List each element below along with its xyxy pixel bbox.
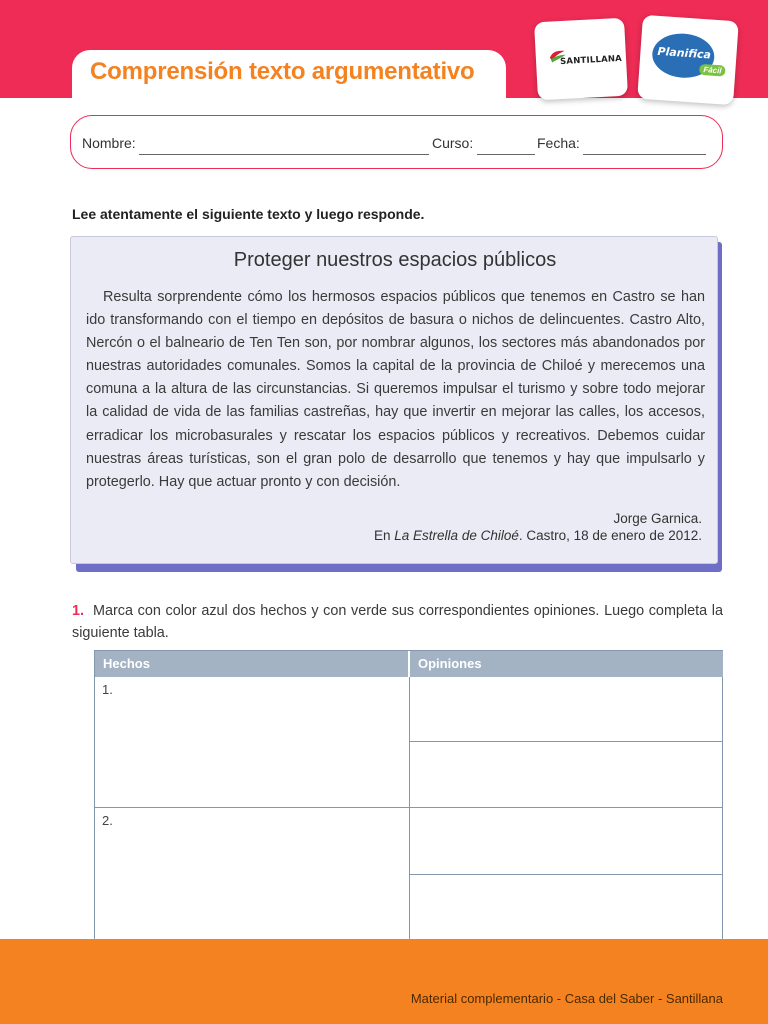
student-info-box (70, 115, 723, 169)
fact-1-number: 1. (102, 682, 113, 697)
course-label: Curso: (432, 135, 474, 151)
reading-passage: Resulta sorprendente cómo los hermosos espacios públicos que tenemos en Castro se han ido transformando con el tiempo en depósitos de basura o nichos de delincuentes. Castro Alto, Nercón o el balneario de Ten Ten son, por nombrar algunos, los sectores más abandonados por nuestras autoridades comunales. Somos la capital de la provincia de Chiloé y merecemos una comuna a la altura de las circunstancias. Si queremos impulsar el turismo y sobre todo mejorar la calidad de vida de las familias castreñas, hay que invertir en mejorar las calles, los accesos, erradicar los microbasurales y rescatar los espacios públicos y recreativos. Debemos cuidar nuestras áreas turísticas, son el gran polo de desarrollo que tenemos y hay que impulsarlo y protegerlo. Hay que actuar pronto y con decisión. (86, 289, 705, 490)
question-1 (72, 600, 723, 644)
opinion-1b-cell[interactable] (410, 742, 723, 808)
planifica-logo (637, 15, 739, 105)
reading-title: Proteger nuestros espacios públicos (233, 249, 557, 271)
fact-2-number: 2. (102, 813, 113, 828)
facts-column-header: Hechos (95, 651, 409, 677)
date-field[interactable] (583, 154, 706, 155)
planifica-logo-text: Planifica (657, 44, 712, 62)
publication-line (374, 527, 702, 544)
title-tab (72, 50, 506, 98)
question-number: 1. (72, 603, 85, 619)
reading-source (374, 510, 702, 544)
reading-box (70, 236, 718, 564)
facts-opinions-table (94, 650, 723, 941)
fact-2-cell[interactable] (95, 808, 410, 941)
footer-credit: Material complementario - Casa del Saber - Santillana (410, 991, 723, 1006)
source-prefix: En (374, 528, 395, 543)
santillana-logo (534, 18, 628, 101)
fact-1-cell[interactable] (95, 677, 410, 808)
author-name: Jorge Garnica. (613, 511, 702, 526)
date-label: Fecha: (537, 135, 580, 151)
santillana-logo-text: SANTILLANA (559, 53, 623, 68)
page-title: Comprensión texto argumentativo (90, 58, 475, 85)
question-text: Marca con color azul dos hechos y con verde sus correspondientes opiniones. Luego completa la siguiente tabla. (72, 603, 723, 641)
publication-name: La Estrella de Chiloé (394, 528, 519, 543)
facil-logo-text: Fácil (699, 64, 726, 77)
course-field[interactable] (477, 154, 535, 155)
opinions-column-header: Opiniones (410, 651, 723, 677)
opinion-2a-cell[interactable] (410, 808, 723, 875)
opinion-2b-cell[interactable] (410, 875, 723, 941)
reading-instruction: Lee atentamente el siguiente texto y luego responde. (72, 206, 425, 222)
source-date: . Castro, 18 de enero de 2012. (518, 528, 702, 543)
name-field[interactable] (139, 154, 429, 155)
opinion-1a-cell[interactable] (410, 677, 723, 742)
footer-band (0, 939, 768, 1024)
name-label: Nombre: (82, 135, 136, 151)
